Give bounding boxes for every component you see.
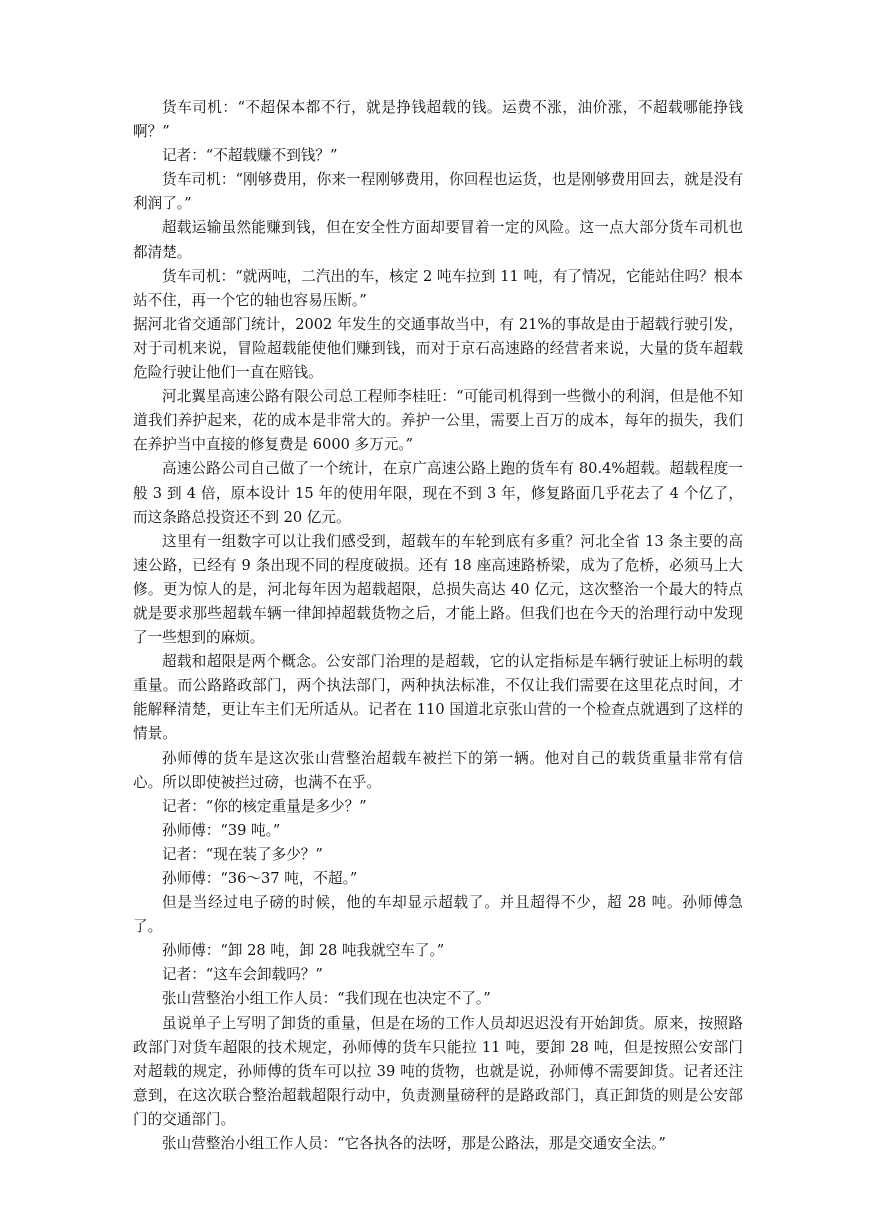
- paragraph: 张山营整治小组工作人员：“我们现在也决定不了。”: [162, 990, 491, 1008]
- paragraph: 虽说单子上写明了卸货的重量，但是在场的工作人员却迟迟没有开始卸货。原来，按照路政部门对货车超限的技术规定，孙师傅的货车只能拉 11 吨，要卸 28 吨，但是按照公安部门对超载的规定，孙师傅的货车可以拉 39 吨的货物，也就是说，孙师傅不需要卸货。记者还注意到，在这次联合整治超载超限行动中，负责测量磅秤的是路政部门，真正卸货的则是公安部门的交通部门。: [133, 1014, 743, 1128]
- paragraph: 高速公路公司自己做了一个统计，在京广高速公路上跑的货车有 80.4%超载。超载程度一般 3 到 4 倍，原本设计 15 年的使用年限，现在不到 3 年，修复路面几乎花去了 4 个亿了，而这条路总投资还不到 20 亿元。: [133, 460, 743, 526]
- paragraph: 货车司机：“刚够费用，你来一程刚够费用，你回程也运货，也是刚够费用回去，就是没有利润了。”: [133, 171, 743, 213]
- paragraph: 孙师傅：“36～37 吨，不超。”: [162, 870, 358, 887]
- paragraph: 记者：“不超载赚不到钱？”: [162, 147, 338, 165]
- paragraph: 货车司机：“不超保本都不行，就是挣钱超载的钱。运费不涨，油价涨，不超载哪能挣钱啊？”: [133, 99, 743, 141]
- document-body: [133, 96, 743, 1156]
- paragraph: 孙师傅的货车是这次张山营整治超载车被拦下的第一辆。他对自己的载货重量非常有信心。所以即使被拦过磅，也满不在乎。: [133, 749, 743, 791]
- paragraph: 据河北省交通部门统计，2002 年发生的交通事故当中，有 21%的事故是由于超载行驶引发，对于司机来说，冒险超载能使他们赚到钱，而对于京石高速路的经营者来说，大量的货车超载危险行驶让他们一直在赔钱。: [133, 315, 743, 382]
- paragraph: 但是当经过电子磅的时候，他的车却显示超载了。并且超得不少，超 28 吨。孙师傅急了。: [133, 894, 743, 936]
- paragraph: 孙师傅：“卸 28 吨，卸 28 吨我就空车了。”: [162, 942, 445, 960]
- paragraph: 这里有一组数字可以让我们感受到，超载车的车轮到底有多重？河北全省 13 条主要的高速公路，已经有 9 条出现不同的程度破损。还有 18 座高速路桥梁，成为了危桥，必须马上大修。更为惊人的是，河北每年因为超载超限，总损失高达 40 亿元，这次整治一个最大的特点就是要求那些超载车辆一律卸掉超载货物之后，才能上路。但我们也在今天的治理行动中发现了一些想到的麻烦。: [133, 532, 743, 647]
- paragraph: 货车司机：“就两吨，二汽出的车，核定 2 吨车拉到 11 吨，有了情况，它能站住吗？根本站不住，再一个它的轴也容易压断。”: [133, 267, 743, 309]
- paragraph: 张山营整治小组工作人员：“它各执各的法呀，那是公路法，那是交通安全法。”: [162, 1135, 666, 1153]
- paragraph: 记者：“现在装了多少？”: [162, 845, 323, 863]
- paragraph: 超载运输虽然能赚到钱，但在安全性方面却要冒着一定的风险。这一点大部分货车司机也都清楚。: [133, 219, 743, 261]
- paragraph: 河北翼星高速公路有限公司总工程师李桂旺：“可能司机得到一些微小的利润，但是他不知道我们养护起来，花的成本是非常大的。养护一公里，需要上百万的成本，每年的损失，我们在养护当中直接的修复费是 6000 多万元。”: [133, 388, 743, 454]
- paragraph: 超载和超限是两个概念。公安部门治理的是超载，它的认定指标是车辆行驶证上标明的载重量。而公路路政部门，两个执法部门，两种执法标准，不仅让我们需要在这里花点时间，才能解释清楚，更让车主们无所适从。记者在 110 国道北京张山营的一个检查点就遇到了这样的情景。: [133, 653, 743, 743]
- paragraph: 孙师傅：“39 吨。”: [162, 821, 281, 839]
- paragraph: 记者：“这车会卸载吗？”: [162, 966, 323, 984]
- paragraph: 记者：“你的核定重量是多少？”: [162, 797, 367, 815]
